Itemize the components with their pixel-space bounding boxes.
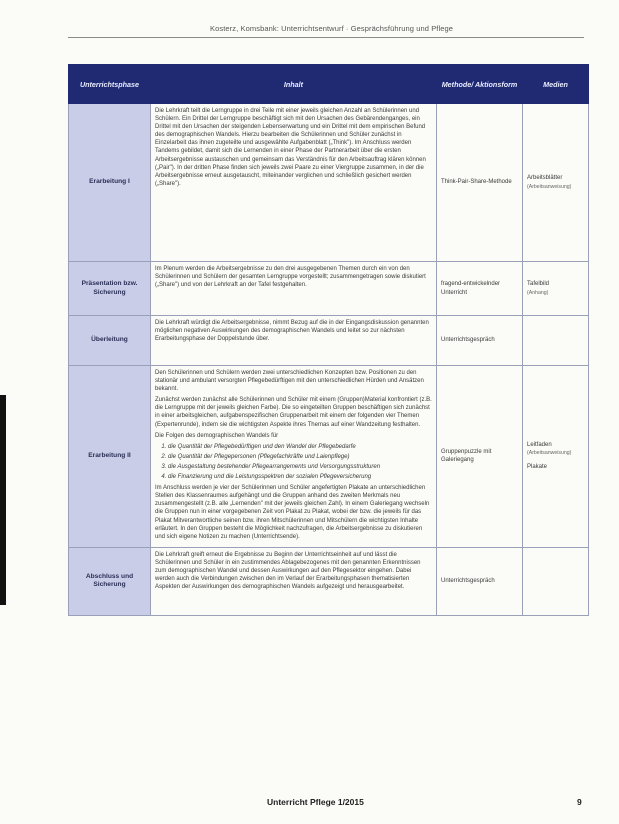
header-rule (68, 37, 584, 38)
content-paragraph: Die Lehrkraft würdigt die Arbeitsergebnisse, nimmt Bezug auf die in der Eingangsdiskussion genannten möglichen negativen Auswirkungen des demographischen Wandels und leitet so zur nächsten Erarbeitungsphase der Doppelstunde über. (155, 320, 429, 343)
column-header-method: Methode/ Aktionsform (437, 65, 523, 104)
method-cell: fragend-entwickelnder Unterricht (437, 262, 523, 316)
phase-cell: Überleitung (69, 316, 151, 366)
running-head: Kosterz, Komsbank: Unterrichtsentwurf · Gesprächsführung und Pflege (210, 24, 454, 33)
method-cell: Gruppenpuzzle mit Galeriegang (437, 366, 523, 548)
table-row (69, 547, 589, 615)
column-header-content: Inhalt (151, 65, 437, 104)
method-cell: Unterrichtsgespräch (437, 316, 523, 366)
media-cell (523, 366, 589, 548)
list-item: 4. die Finanzierung und die Leistungsspektren der sozialen Pflegeversicherung (168, 473, 432, 481)
table-row (69, 262, 589, 316)
phase-cell: Präsentation bzw. Sicherung (69, 262, 151, 316)
binding-edge (0, 395, 6, 605)
content-paragraph: Zunächst werden zunächst alle Schülerinnen und Schüler mit einem (Gruppen)Material konfrontiert (z.B. die Lerngruppe mit der jeweils gleichen Farbe). Die so eingeteilten Gruppen beschäftigen sich zunächst in einer arbeitsgleichen, aufgabenspezifischen Gruppenarbeit mit einem der folgenden vier Themen (Expertenrunde), indem sie die wichtigsten Aspekte ihres Themas auf einer Wandzeitung festhalten. (155, 397, 432, 428)
content-cell (151, 316, 437, 366)
phase-cell: Erarbeitung I (69, 104, 151, 262)
media-label: Tafelbild (527, 281, 550, 288)
content-cell (151, 547, 437, 615)
list-item: 2. die Quantität der Pflegepersonen (Pflegefachkräfte und Laienpflege) (168, 453, 432, 461)
list-item: 1. die Quantität der Pflegebedürftigen und den Wandel der Pflegebedarfe (168, 443, 432, 451)
content-cell (151, 262, 437, 316)
table-row (69, 366, 589, 548)
page-number: 9 (577, 797, 582, 807)
list-item: 3. die Ausgestaltung bestehender Pflegearrangements und Versorgungsstrukturen (168, 463, 432, 471)
content-paragraph: Im Anschluss werden je vier der Schülerinnen und Schüler angefertigten Plakate an unterschiedlichen Stellen des Klassenraumes aufgehängt und die Gruppen anhand des zweiten Merkmals neu zusammengestellt (z.B. alle „Lernenden" mit der jeweils gleichen Zahl). In einem Galeriegang wechseln die Gruppen nun in einer vorgegebenen Zeit von Plakat zu Plakat, wobei der bzw. die jeweils für das Plakat Mitverantwortliche seinen bzw. ihren Mitschülerinnen und Mitschülern die wichtigsten Inhalte erläutert. In den Gruppen besteht die Möglichkeit nachzufragen, die Arbeitsergebnisse zu diskutieren und sich eigene Notizen zu machen (Unterrichtsende). (155, 485, 430, 540)
media-extra: Plakate (527, 464, 548, 471)
content-paragraph: Die Lehrkraft greift erneut die Ergebnisse zu Beginn der Unterrichtseinheit auf und lässt die Schülerinnen und Schüler in ein zustimmendes Ablagebezogenes mit den genannten Erkenntnissen zum demographischen Wandel und dessen Auswirkungen auf den Pflegesektor eingehen. Dabei werden auch die Verbindungen zwischen den im Verlauf der Erarbeitungsphasen thematisierten Aspekten der Auswirkungen des demographischen Wandels aufgezeigt und herausgearbeitet. (155, 551, 421, 591)
column-header-media: Medien (523, 65, 589, 104)
media-label: Arbeitsblätter (527, 175, 563, 182)
content-paragraph: Den Schülerinnen und Schülern werden zwei unterschiedlichen Konzepten bzw. Positionen zu den stationär und ambulant versorgten Pflegebedürftigen mit den unterschiedlichen Hürden und Ansätzen bekannt. (155, 370, 424, 393)
media-cell (523, 104, 589, 262)
media-sublabel: (Arbeitsanweisung) (527, 183, 572, 190)
table-row (69, 104, 589, 262)
table-header-row (69, 65, 589, 104)
phase-cell: Erarbeitung II (69, 366, 151, 548)
method-cell: Unterrichtsgespräch (437, 547, 523, 615)
content-paragraph: Die Lehrkraft teilt die Lerngruppe in drei Teile mit einer jeweils gleichen Anzahl an Schülerinnen und Schülern. Ein Drittel der Lerngruppe beschäftigt sich mit den Ursachen des Gebärendenganges, ein Drittel mit den Ursachen der steigenden Lebenserwartung und ein Drittel mit dem empirischen Befund des demographischen Wandels. Hierzu bearbeiten die Schülerinnen und Schüler zunächst in Einzelarbeit das ihnen zugeteilte und ausgewählte Aufgabenblatt („Think"). Im Anschluss werden Tandems gebildet, damit sich die Lernenden in einer Phase der Partnerarbeit über die ersten Arbeitsergebnisse austauschen und gemeinsam das Verständnis für den Arbeitsauftrag klären können („Pair"). In der dritten Phase finden sich jeweils zwei Paare zu einer Viergruppe zusammen, in der die Arbeitsergebnisse erneut ausgetauscht, miteinander verglichen und schließlich gesichert werden („Share"). (155, 108, 426, 187)
content-cell (151, 104, 437, 262)
media-cell (523, 262, 589, 316)
media-label: Leitfaden (527, 442, 552, 449)
journal-title: Unterricht Pflege 1/2015 (267, 797, 364, 807)
method-cell: Think-Pair-Share-Methode (437, 104, 523, 262)
content-paragraph: Im Plenum werden die Arbeitsergebnisse zu den drei ausgegebenen Themen durch ein von den Schülerinnen und Schülern der gesamten Lerngruppe vorgestellt; zusammengetragen sowie diskutiert („Share") und von der Lehrkraft an der Tafel festgehalten. (155, 266, 426, 289)
media-sublabel: (Arbeitsanweisung) (527, 450, 572, 457)
media-cell (523, 316, 589, 366)
content-cell (151, 366, 437, 548)
table-row (69, 316, 589, 366)
column-header-phase: Unterrichtsphase (69, 65, 151, 104)
media-cell (523, 547, 589, 615)
phase-cell: Abschluss und Sicherung (69, 547, 151, 615)
lesson-plan-table (68, 64, 589, 616)
media-sublabel: (Anhang) (527, 289, 549, 296)
topic-list (155, 443, 432, 481)
content-paragraph: Die Folgen des demographischen Wandels für (155, 432, 279, 439)
